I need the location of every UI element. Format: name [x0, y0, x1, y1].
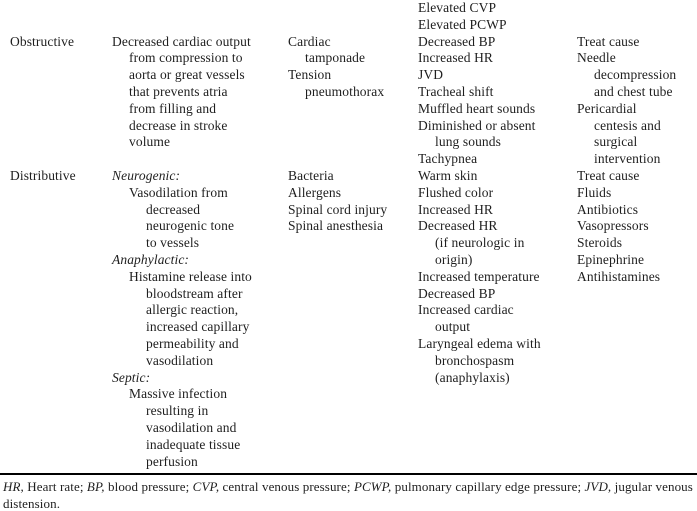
treatment-line: Antihistamines	[577, 268, 661, 284]
signs-line: Decreased HR	[418, 218, 498, 234]
description-line: neurogenic tone	[146, 218, 235, 234]
signs-line: origin)	[435, 251, 473, 267]
causes-line: Tension	[288, 67, 332, 83]
treatment-line: Antibiotics	[577, 201, 639, 217]
signs-line: Elevated CVP	[418, 0, 497, 15]
abbreviation-definition: central venous pressure;	[219, 479, 354, 494]
cell-signs	[418, 0, 577, 34]
causes-line: Cardiac	[288, 33, 331, 49]
description-line: increased capillary	[146, 319, 250, 335]
cell-causes	[288, 34, 418, 168]
description-line: vasodilation and	[146, 419, 237, 435]
treatment-line: centesis and	[594, 117, 661, 133]
treatment-line: decompression	[594, 67, 677, 83]
signs-line: Muffled heart sounds	[418, 100, 536, 116]
signs-line: Elevated PCWP	[418, 16, 507, 32]
treatment-line: Pericardial	[577, 100, 637, 116]
signs-line: Increased HR	[418, 201, 494, 217]
signs-line: Laryngeal edema with	[418, 335, 541, 351]
description-line: from compression to	[129, 50, 243, 66]
signs-line: Warm skin	[418, 167, 478, 183]
signs-line: output	[435, 319, 471, 335]
signs-line: Increased temperature	[418, 268, 540, 284]
footnote-line	[3, 496, 697, 511]
signs-line: Decreased BP	[418, 33, 496, 49]
signs-line: Decreased BP	[418, 285, 496, 301]
treatment-line: Treat cause	[577, 167, 640, 183]
causes-line: Bacteria	[288, 167, 334, 183]
description-line: that prevents atria	[129, 83, 228, 99]
cell-causes	[288, 168, 418, 470]
description-line: to vessels	[146, 235, 200, 251]
description-line: Vasodilation from	[129, 184, 228, 200]
description-line: decreased	[146, 201, 201, 217]
footnote-line	[3, 479, 697, 496]
signs-line: (if neurologic in	[435, 235, 525, 251]
description-line: Decreased cardiac output	[112, 33, 251, 49]
description-line: resulting in	[146, 403, 209, 419]
abbreviation-definition: Heart rate;	[23, 479, 87, 494]
causes-line: pneumothorax	[305, 83, 385, 99]
causes-line: tamponade	[305, 50, 366, 66]
abbreviation: HR,	[3, 479, 24, 494]
signs-line: lung sounds	[435, 134, 501, 150]
description-line: Anaphylactic:	[112, 251, 190, 267]
table-row	[10, 34, 697, 168]
description-line: inadequate tissue	[146, 436, 241, 452]
abbreviation: CVP,	[192, 479, 220, 494]
signs-line: JVD	[418, 67, 444, 83]
causes-line: Allergens	[288, 184, 342, 200]
signs-line: (anaphylaxis)	[435, 369, 510, 385]
signs-line: Flushed color	[418, 184, 494, 200]
cell-treatment	[577, 168, 697, 470]
abbreviation-definition: jugular venous	[611, 479, 693, 494]
cell-description	[112, 0, 288, 34]
signs-line: Increased cardiac	[418, 302, 514, 318]
abbreviation-definition: distension.	[3, 495, 61, 511]
shock-type-label: Obstructive	[10, 33, 75, 49]
abbreviation: BP,	[86, 479, 105, 494]
treatment-line: Fluids	[577, 184, 612, 200]
cell-signs	[418, 34, 577, 168]
description-line: Neurogenic:	[112, 167, 181, 183]
signs-line: Tracheal shift	[418, 83, 494, 99]
cell-description	[112, 168, 288, 470]
abbreviation-definition: blood pressure;	[104, 479, 193, 494]
cell-description	[112, 34, 288, 168]
footnote-divider	[0, 473, 697, 475]
description-line: allergic reaction,	[146, 302, 239, 318]
cell-signs	[418, 168, 577, 470]
cell-type	[10, 34, 112, 168]
shock-type-label: Distributive	[10, 167, 76, 183]
description-line: permeability and	[146, 335, 239, 351]
table-row	[10, 0, 697, 34]
treatment-line: Needle	[577, 50, 616, 66]
description-line: bloodstream after	[146, 285, 243, 301]
treatment-line: and chest tube	[594, 83, 673, 99]
treatment-line: Steroids	[577, 235, 623, 251]
description-line: Massive infection	[129, 386, 228, 402]
treatment-line: Vasopressors	[577, 218, 649, 234]
signs-line: Increased HR	[418, 50, 494, 66]
description-line: Septic:	[112, 369, 151, 385]
abbreviation: PCWP,	[353, 479, 392, 494]
description-line: aorta or great vessels	[129, 67, 245, 83]
description-line: volume	[129, 134, 171, 150]
description-line: decrease in stroke	[129, 117, 228, 133]
treatment-line: Treat cause	[577, 33, 640, 49]
table-footnote	[3, 479, 697, 511]
cell-treatment	[577, 0, 697, 34]
cell-treatment	[577, 34, 697, 168]
abbreviation-definition: pulmonary capillary edge pressure;	[391, 479, 585, 494]
cell-type	[10, 0, 112, 34]
description-line: vasodilation	[146, 352, 214, 368]
description-line: Histamine release into	[129, 268, 252, 284]
cell-causes	[288, 0, 418, 34]
abbreviation: JVD,	[584, 479, 612, 494]
signs-line: Tachypnea	[418, 151, 478, 167]
treatment-line: surgical	[594, 134, 638, 150]
treatment-line: Epinephrine	[577, 251, 645, 267]
cell-type	[10, 168, 112, 470]
causes-line: Spinal anesthesia	[288, 218, 384, 234]
signs-line: Diminished or absent	[418, 117, 536, 133]
table-row	[10, 168, 697, 470]
treatment-line: intervention	[594, 151, 661, 167]
causes-line: Spinal cord injury	[288, 201, 388, 217]
description-line: perfusion	[146, 453, 198, 469]
description-line: from filling and	[129, 100, 217, 116]
signs-line: bronchospasm	[435, 352, 515, 368]
